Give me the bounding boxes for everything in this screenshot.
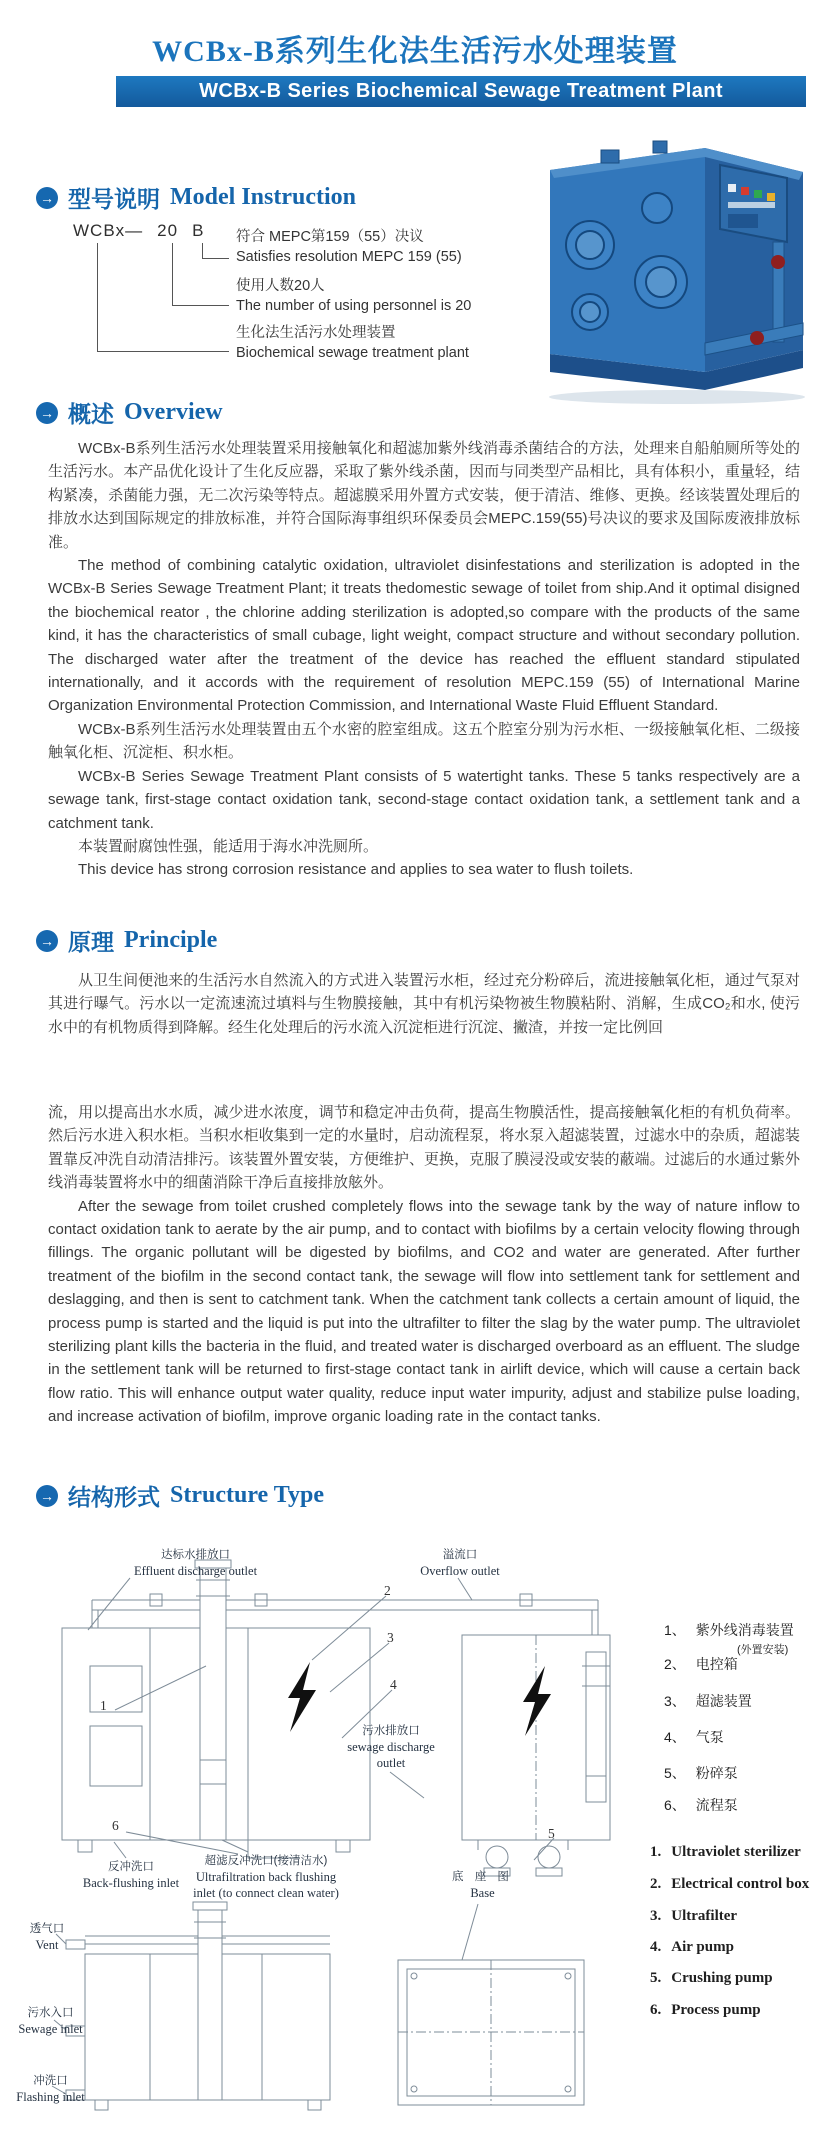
legend-number: 2、 — [664, 1656, 686, 1672]
model-code-letter: B — [192, 221, 205, 240]
label-en: Back-flushing inlet — [82, 1875, 180, 1890]
legend-label: Air pump — [671, 1939, 734, 1955]
model-annotation-cn: 生化法生活污水处理装置 — [236, 325, 396, 341]
overview-paragraph-en-2: WCBx-B Series Sewage Treatment Plant consists of 5 watertight tanks. These 5 tanks respectively are a sewage tank, first-stage contact oxidation tank, second-stage contact oxidation tank, a settlement tank and a catchment tank. — [48, 767, 800, 832]
label-base — [435, 1870, 530, 1901]
front-view-drawing — [62, 1560, 598, 1858]
label-cn: 溢流口 — [442, 1549, 478, 1561]
overview-paragraph-en-3: This device has strong corrosion resistance and applies to sea water to flush toilets. — [78, 861, 634, 879]
callout-4: 4 — [390, 1677, 397, 1692]
legend-number: 2. — [650, 1876, 662, 1892]
callout-5: 5 — [548, 1826, 555, 1841]
section-header-principle — [36, 924, 217, 957]
section-title-cn: 原理 — [68, 929, 114, 955]
leader-lines — [52, 1578, 554, 2094]
label-en: Overflow outlet — [420, 1563, 500, 1578]
legend-label: 气泵 — [695, 1729, 724, 1745]
callout-1: 1 — [100, 1698, 107, 1713]
label-en: Vent — [35, 1937, 59, 1952]
label-cn: 污水入口 — [27, 2007, 74, 2019]
section-bullet-icon: → — [36, 930, 58, 952]
callout-6: 6 — [112, 1818, 119, 1833]
legend-number: 3、 — [664, 1693, 686, 1709]
overview-paragraph-cn-1: WCBx-B系列生活污水处理装置采用接触氧化和超滤加紫外线消毒杀菌结合的方法，处理来自船舶厕所等处的生活污水。本产品优化设计了生化反应器，采取了紫外线杀菌，因而与同类型产品相比，具有体积小，重量轻，结构紧凑，杀菌能力强，无二次污染等特点。超滤膜采用外置方式安装，便于清洁、维修、更换。经该装置处理后的排放水达到国际规定的排放标准，并符合国际海事组织环保委员会MEPC.159(55)号决议的要求及国际废液排放标准。 — [48, 440, 800, 551]
model-annotation-en: The number of using personnel is 20 — [236, 298, 472, 314]
legend-cn-item-4 — [664, 1727, 724, 1747]
legend-label: Ultraviolet sterilizer — [671, 1844, 801, 1860]
label-cn: 达标水排放口 — [161, 1549, 230, 1561]
control-panel — [720, 165, 787, 242]
legend-note-external-mount: (外置安装) — [737, 1644, 789, 1656]
legend-number: 3. — [650, 1908, 662, 1924]
section-header-overview — [36, 396, 223, 429]
base-drawing — [398, 1960, 584, 2105]
section-title-en: Overview — [124, 399, 223, 425]
second-front-view-drawing — [66, 1902, 330, 2110]
legend-number: 1. — [650, 1844, 662, 1860]
legend-en-item-3 — [650, 1908, 737, 1925]
principle-text-part2 — [48, 1101, 800, 1429]
principle-paragraph-cn-1: 从卫生间便池来的生活污水自然流入的方式进入装置污水柜，经过充分粉碎后，流进接触氧化柜，通过气泵对其进行曝气。污水以一定流速流过填料与生物膜接触，其中有机污染物被生物膜粘附、消解，生成CO₂和水, 使污水中的有机物质得到降解。经生化处理后的污水流入沉淀柜进行沉淀、撇渣，并按一定比例回 — [48, 972, 800, 1036]
label-cn: 反冲洗口 — [108, 1861, 154, 1873]
product-photo — [535, 110, 815, 405]
overview-paragraph-cn-2: WCBx-B系列生活污水处理装置由五个水密的腔室组成。这五个腔室分别为污水柜、一级接触氧化柜、二级接触氧化柜、沉淀柜、积水柜。 — [48, 720, 800, 762]
model-annotation — [236, 323, 469, 363]
model-code-prefix: WCBx— — [73, 221, 144, 240]
legend-number: 4. — [650, 1939, 662, 1955]
principle-paragraph-en: After the sewage from toilet crushed completely flows into the sewage tank by the way of nature inflow to contact oxidation tank to aerate by the air pump, and to contact with biofilms by a certain velocity flowing through fillings. The organic pollutant will be digested by biofilms, and CO2 and water are generated. After further treatment of the biofilm in the second contact tank, the sewage will flow into settlement tank for settlement and deslagging, and then is sent to catchment tank. When the catchment tank collects a certain amount of liquid, the process pump is started and the liquid is put into the ultrafilter to filter the slag by the water pump. The ultraviolet sterilizing plant kills the bacteria in the fluid, and treated water is discharged overboard as an effluent. The sludge in the settlement tank will be returned to first-stage contact tank in airlift device, which will cause a certain back flow ratio. This will enhance output water quality, reduce input water impurity, adjust and stabilize pulse loading, and increase activation of biofilm, improve organic loading rate in the contact tanks. — [48, 1197, 800, 1426]
overview-text — [48, 437, 800, 882]
legend-cn-item-6 — [664, 1795, 738, 1815]
legend-en-item-1 — [650, 1844, 801, 1861]
legend-number: 4、 — [664, 1729, 686, 1745]
label-ultrafiltration-back-flushing-inlet — [192, 1854, 340, 1901]
section-header-structure — [36, 1479, 324, 1512]
section-title-en: Principle — [124, 927, 218, 953]
model-code — [73, 221, 204, 241]
label-cn: 底 座 图 — [452, 1871, 513, 1883]
section-bullet-icon: → — [36, 1485, 58, 1507]
label-back-flushing-inlet — [75, 1860, 187, 1891]
label-vent — [12, 1922, 82, 1953]
label-en: Sewage inlet — [18, 2021, 83, 2036]
overview-paragraph-en-1: The method of combining catalytic oxidation, ultraviolet disinfestations and sterilization is adopted in the WCBx-B Series Sewage Treatment Plant; it treats thedomestic sewage of toilet from ship.And it optimal disigned the biochemical reator , the chlorine adding sterilization is adopted,so compare with the products of the same kind, it has the characteristics of small cubage, light weight, compact structure and without secondary pollution. The discharged water after the treatment of the device has reached the effluent standard stipulated internationally, and it accords with the requirement of resolution MEPC.159 (55) of International Marine Organization Environmental Protection Commission, and International Waste Fluid Effluent Standard. — [48, 557, 800, 715]
legend-label: 超滤装置 — [695, 1693, 752, 1709]
label-cn: 污水排放口 — [362, 1725, 420, 1737]
label-cn: 冲洗口 — [33, 2075, 68, 2087]
legend-en-item-2 — [650, 1876, 809, 1893]
label-en: Ultrafiltration back flushing inlet (to connect clean water) — [193, 1869, 339, 1900]
legend-cn-item-1 — [664, 1620, 794, 1640]
legend-label: Process pump — [671, 2002, 761, 2018]
legend-en-item-4 — [650, 1939, 734, 1956]
model-annotation — [236, 276, 471, 316]
section-title-cn: 概述 — [68, 401, 114, 427]
overview-paragraph-cn-3: 本装置耐腐蚀性强，能适用于海水冲洗厕所。 — [78, 837, 379, 855]
section-bullet-icon: → — [36, 187, 58, 209]
label-en: Flashing inlet — [16, 2089, 85, 2104]
legend-number: 5、 — [664, 1765, 686, 1781]
model-connector-wcbx — [97, 243, 229, 352]
legend-cn-item-5 — [664, 1763, 738, 1783]
model-code-capacity: 20 — [157, 221, 179, 240]
section-title-en: Model Instruction — [170, 184, 356, 210]
callout-3: 3 — [387, 1630, 394, 1645]
label-overflow-outlet — [405, 1548, 515, 1579]
page-title: WCBx-B系列生化法生活污水处理装置 — [152, 35, 678, 68]
label-sewage-inlet — [8, 2006, 93, 2037]
legend-number: 6. — [650, 2002, 662, 2018]
legend-cn-item-3 — [664, 1691, 752, 1711]
label-cn: 透气口 — [29, 1923, 65, 1935]
label-sewage-discharge-outlet — [345, 1724, 437, 1771]
legend-label: 紫外线消毒装置 — [695, 1622, 794, 1638]
model-annotation-cn: 使用人数20人 — [236, 278, 325, 294]
legend-en-item-6 — [650, 2002, 761, 2019]
legend-label: 电控箱 — [695, 1656, 738, 1672]
legend-number: 6、 — [664, 1797, 686, 1813]
model-annotation-en: Biochemical sewage treatment plant — [236, 345, 469, 361]
legend-en-item-5 — [650, 1970, 773, 1987]
legend-cn-item-2 — [664, 1654, 738, 1674]
legend-label: 流程泵 — [695, 1797, 738, 1813]
legend-label: Electrical control box — [671, 1876, 810, 1892]
title-banner — [116, 76, 806, 107]
legend-label: Crushing pump — [671, 1970, 773, 1986]
label-en: sewage discharge outlet — [347, 1739, 435, 1770]
legend-number: 5. — [650, 1970, 662, 1986]
section-title-en: Structure Type — [170, 1482, 324, 1508]
section-title-cn: 结构形式 — [68, 1484, 160, 1510]
model-annotation-en: Satisfies resolution MEPC 159 (55) — [236, 249, 462, 265]
principle-paragraph-cn-2: 流，用以提高出水水质，减少进水浓度，调节和稳定冲击负荷，提高生物膜活性，提高接触氧化柜的有机负荷率。然后污水进入积水柜。当积水柜收集到一定的水量时，启动流程泵，将水泵入超滤装置，过滤水中的杂质，超滤装置靠反冲洗自动清洁排污。该装置外置安装，方便维护、更换，克服了膜浸没或安装的蔽端。过滤后的水通过紫外线消毒装置将水中的细菌消除干净后直接排放舷外。 — [48, 1104, 800, 1192]
section-title-cn: 型号说明 — [68, 186, 160, 212]
side-view-drawing — [462, 1635, 610, 1876]
model-annotation-cn: 符合 MEPC第159（55）决议 — [236, 229, 424, 245]
label-en: Base — [470, 1885, 495, 1900]
callout-2: 2 — [384, 1583, 391, 1598]
label-flashing-inlet — [8, 2074, 93, 2105]
label-en: Effluent discharge outlet — [133, 1563, 258, 1578]
principle-text-part1 — [48, 969, 800, 1039]
section-bullet-icon: → — [36, 402, 58, 424]
legend-label: Ultrafilter — [671, 1908, 738, 1924]
legend-number: 1、 — [664, 1622, 686, 1638]
legend-label: 粉碎泵 — [695, 1765, 738, 1781]
title-banner-text: WCBx-B Series Biochemical Sewage Treatment Plant — [199, 80, 723, 102]
label-effluent-outlet — [118, 1548, 273, 1579]
section-header-model — [36, 181, 356, 214]
model-annotation — [236, 227, 462, 267]
label-cn: 超滤反冲洗口(接清洁水) — [204, 1855, 328, 1867]
